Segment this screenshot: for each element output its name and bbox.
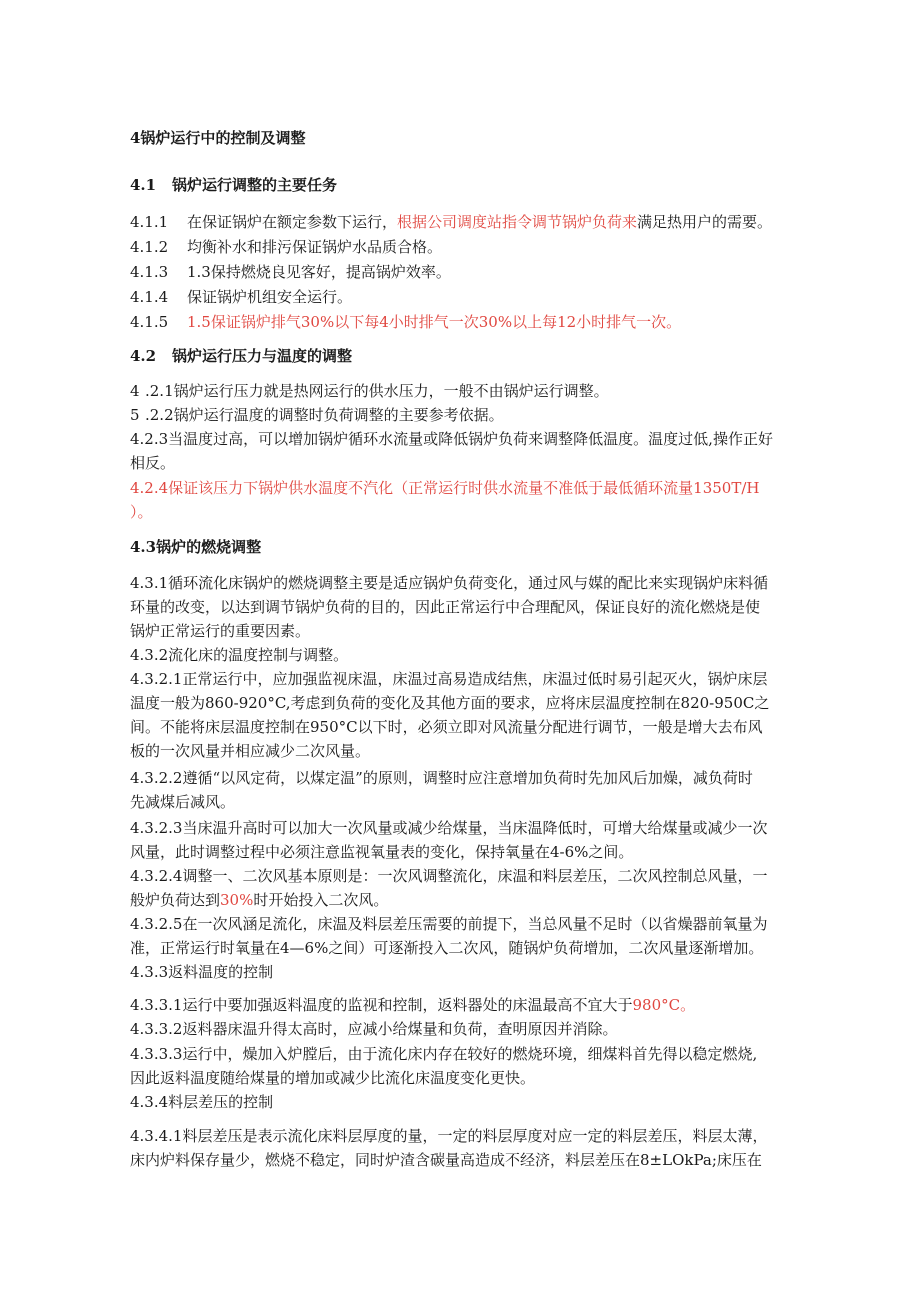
chapter-title: 4锅炉运行中的控制及调整 <box>130 129 306 147</box>
text-start: 4.3.3.1运行中要加强返料温度的监视和控制，返料器处的床温最高不宜大于 <box>130 996 633 1014</box>
item-text: 1.3保持燃烧良见客好，提高锅炉效率。 <box>187 263 451 281</box>
section-4-1-heading <box>130 175 337 195</box>
section-title: 锅炉运行压力与温度的调整 <box>172 347 353 365</box>
text-start: 般炉负荷达到 <box>130 891 221 909</box>
para-4-3-2: 4.3.2流化床的温度控制与调整。 <box>130 646 349 664</box>
para-4-3-2-1-line: 温度一般为860-920°C,考虑到负荷的变化及其他方面的要求，应将床层温度控制在820-950C之 <box>130 694 770 712</box>
item-text-highlight: 1.5保证锅炉排气30%以下每4小时排气一次30%以上每12小时排气一次。 <box>187 313 682 331</box>
item-number: 4.1.5 <box>130 313 169 331</box>
para-4-3-4-1-line: 4.3.4.1料层差压是表示流化床料层厚度的量，一定的料层厚度对应一定的料层差压，料层太薄， <box>130 1127 768 1145</box>
text-highlight: 30% <box>220 891 254 909</box>
para-4-2-3-line: 4.2.3当温度过高，可以增加锅炉循环水流量或降低锅炉负荷来调整降低温度。温度过低,操作正好 <box>130 430 773 448</box>
para-4-3-1-line: 锅炉正常运行的重要因素。 <box>130 622 311 640</box>
para-4-3-1-line: 环量的改变，以达到调节锅炉负荷的目的，因此正常运行中合理配风，保证良好的流化燃烧是使 <box>130 598 761 616</box>
para-4-3-3-2: 4.3.3.2返料器床温升得太高时，应减小给煤量和负荷，查明原因并消除。 <box>130 1020 618 1038</box>
section-4-2-heading <box>130 346 352 366</box>
para-4-3-1-line: 4.3.1循环流化床锅炉的燃烧调整主要是适应锅炉负荷变化，通过风与媒的配比来实现锅炉床料循 <box>130 574 769 592</box>
para-4-3-2-5-line: 4.3.2.5在一次风涵足流化，床温及料层差压需要的前提下，当总风量不足时（以省燥器前氧量为 <box>130 915 768 933</box>
item-text: .2.1锅炉运行压力就是热网运行的供水压力，一般不由锅炉运行调整。 <box>145 382 609 400</box>
item-4-1-4 <box>130 287 352 307</box>
item-number: 4.1.3 <box>130 263 169 281</box>
para-4-3-4-1-line: 床内炉料保存量少，燃烧不稳定，同时炉渣含碳量高造成不经济，料层差压在8±LOkPa;床压在 <box>130 1151 762 1169</box>
section-title: 锅炉运行调整的主要任务 <box>172 176 338 194</box>
item-text-start: 在保证锅炉在额定参数下运行， <box>187 213 398 231</box>
item-number: 4.1.1 <box>130 213 169 231</box>
para-4-3-2-1-line: 4.3.2.1正常运行中，应加强监视床温，床温过高易造成结焦，床温过低时易引起灭火，锅炉床层 <box>130 670 768 688</box>
item-text: 均衡补水和排污保证锅炉水品质合格。 <box>187 238 443 256</box>
text-end: 时开始投入二次风。 <box>253 891 389 909</box>
para-4-3-3: 4.3.3返料温度的控制 <box>130 963 274 981</box>
item-4-1-5 <box>130 312 681 332</box>
item-number: 4.1.4 <box>130 288 169 306</box>
para-4-3-3-3-line: 4.3.3.3运行中，燥加入炉膛后，由于流化床内存在较好的燃烧环境，细煤料首先得以稳定燃烧, <box>130 1045 758 1063</box>
item-text-end: 满足热用户的需要。 <box>637 213 773 231</box>
para-4-3-2-5-line: 准，正常运行时氧量在4—6%之间）可逐渐投入二次风，随锅炉负荷增加，二次风量逐渐增加。 <box>130 939 764 957</box>
para-4-3-3-3-line: 因此返料温度随给煤量的增加或减少比流化床温度变化更快。 <box>130 1069 536 1087</box>
item-text: .2.2锅炉运行温度的调整时负荷调整的主要参考依据。 <box>145 406 504 424</box>
item-4-1-2 <box>130 237 442 257</box>
para-4-3-2-2-line: 先减煤后减风。 <box>130 793 236 811</box>
item-4-1-1 <box>130 212 772 232</box>
para-4-3-2-4-line: 4.3.2.4调整一、二次风基本原则是：一次风调整流化，床温和料层差压，二次风控制总风量，一 <box>130 867 768 885</box>
text-highlight: 980°C。 <box>632 996 696 1014</box>
para-4-2-3-line: 相反。 <box>130 454 176 472</box>
para-4-3-2-2-line: 4.3.2.2遵循“以风定荷，以煤定温”的原则，调整时应注意增加负荷时先加风后加燥，减负荷时 <box>130 769 753 787</box>
para-4-3-2-1-line: 间。不能将床层温度控制在950°C以下时，必须立即对风流量分配进行调节，一般是增大去布风 <box>130 718 763 736</box>
para-4-3-2-4-line2 <box>130 890 388 910</box>
para-4-3-2-3-line: 风量，此时调整过程中必须注意监视氧量表的变化，保持氧量在4-6%之间。 <box>130 843 634 861</box>
section-number: 4.2 <box>130 347 157 365</box>
item-4-2-1 <box>130 381 609 401</box>
item-4-1-3 <box>130 262 451 282</box>
list-number: 5 <box>130 406 140 424</box>
para-4-2-4-line: 4.2.4保证该压力下锅炉供水温度不汽化（正常运行时供水流量不准低于最低循环流量1350T/H <box>130 479 760 497</box>
para-4-3-3-1 <box>130 995 695 1015</box>
para-4-2-4-line: ）。 <box>130 503 153 521</box>
item-text: 保证锅炉机组安全运行。 <box>187 288 353 306</box>
item-text-highlight: 根据公司调度站指令调节锅炉负荷来 <box>397 213 638 231</box>
item-4-2-2 <box>130 405 504 425</box>
para-4-3-2-1-line: 板的一次风量并相应减少二次风量。 <box>130 742 371 760</box>
para-4-3-2-3-line: 4.3.2.3当床温升高时可以加大一次风量或减少给煤量，当床温降低时，可增大给煤量或减少一次 <box>130 819 768 837</box>
item-number: 4.1.2 <box>130 238 169 256</box>
para-4-3-4: 4.3.4料层差压的控制 <box>130 1093 274 1111</box>
section-number: 4.1 <box>130 176 157 194</box>
list-number: 4 <box>130 382 140 400</box>
section-4-3-heading: 4.3锅炉的燃烧调整 <box>130 538 262 556</box>
